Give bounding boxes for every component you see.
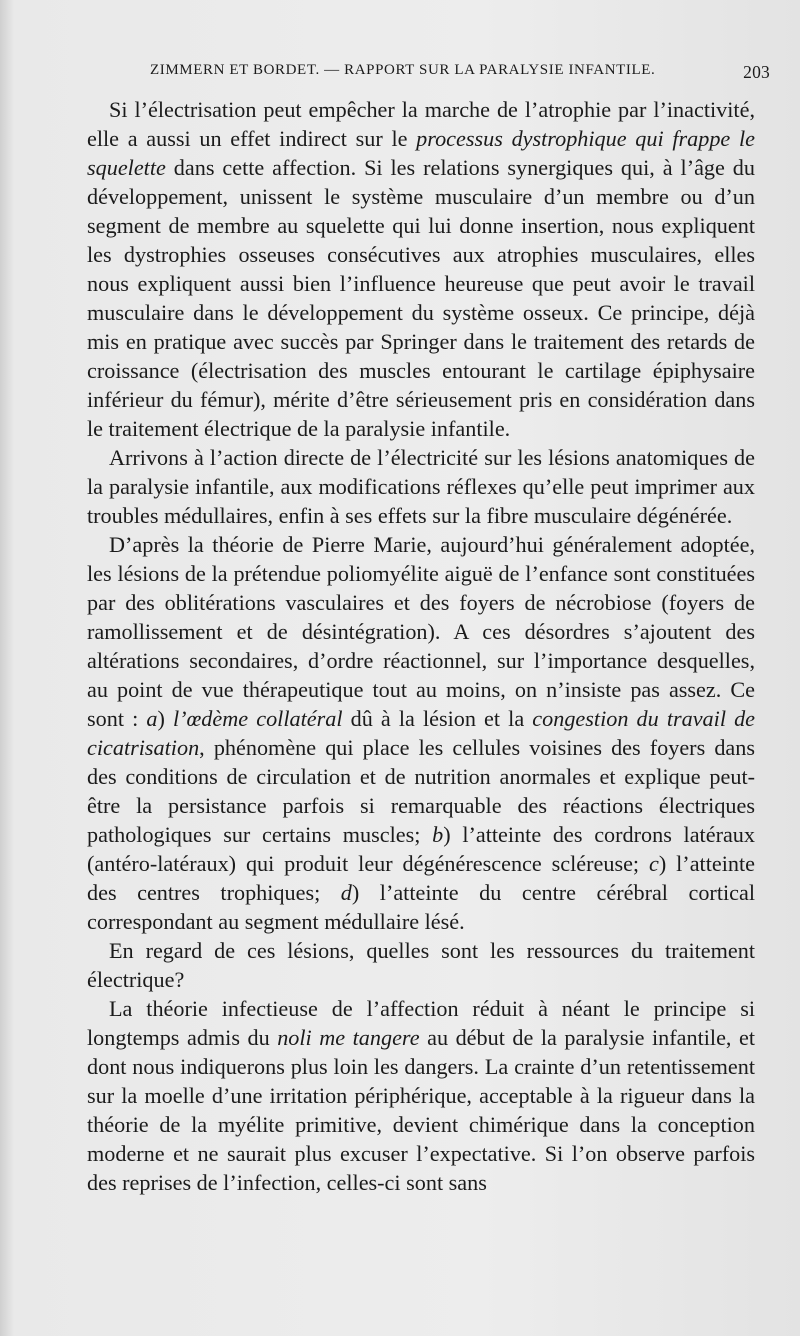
p3-letter-d: d — [340, 880, 352, 905]
p3-italic-oedeme: l’œdème collatéral — [172, 706, 343, 731]
body-text — [87, 95, 755, 1197]
p3-text-e: dû à la lésion et la — [342, 706, 533, 731]
p5-text-a: La théorie infectieuse de l’affection réduit à néant le principe si longtemps admis du — [87, 996, 755, 1050]
running-header — [150, 62, 770, 83]
p3-letter-b: b — [432, 822, 444, 847]
p1-text-a: Si l’électrisation peut empêcher la marche de l’atrophie par l’inactivité, elle a aussi un effet indirect sur le — [87, 97, 755, 151]
paragraph-3 — [87, 530, 755, 936]
p3-letter-a: a — [146, 706, 158, 731]
p3-italic-congestion: congestion du travail de cicatrisation — [87, 706, 756, 760]
p3-text-i: ) l’atteinte des cordrons latéraux (antéro-latéraux) qui produit leur dégénérescence scléreuse; — [87, 822, 755, 876]
p5-italic: noli me tangere — [277, 1025, 420, 1050]
running-title: ZIMMERN ET BORDET. — RAPPORT SUR LA PARALYSIE INFANTILE. — [150, 62, 656, 78]
p3-text-m: ) l’atteinte du centre cérébral cortical correspondant au segment médullaire lésé. — [87, 880, 756, 934]
paragraph-5 — [87, 994, 755, 1197]
paragraph-2: Arrivons à l’action directe de l’électricité sur les lésions anatomiques de la paralysie infantile, aux modifications réflexes qu’elle peut imprimer aux troubles médullaires, enfin à ses effets sur la fibre musculaire dégénérée. — [87, 445, 755, 528]
p5-text-c: au début de la paralysie infantile, et dont nous indiquerons plus loin les dangers. La crainte d’un retentissement sur la moelle d’une irritation périphérique, acceptable à la rigueur dans la théorie de la myélite primitive, devient chimérique dans la conception moderne et ne saurait plus excuser l’expectative. Si l’on observe parfois des reprises de l’infection, celles-ci sont sans — [87, 1025, 756, 1195]
paragraph-4: En regard de ces lésions, quelles sont les ressources du traitement électrique? — [87, 938, 755, 992]
p3-letter-c: c — [649, 851, 659, 876]
page-number: 203 — [743, 62, 770, 82]
paragraph-1 — [87, 95, 755, 443]
p3-text-k: ) l’atteinte des centres trophiques; — [87, 851, 755, 905]
p3-paren-a: ) — [157, 706, 173, 731]
p1-text-c: dans cette affection. Si les relations synergiques qui, à l’âge du développement, unissent le système musculaire d’un membre ou d’un segment de membre au squelette qui lui donne insertion, nous expliquent les dystrophies osseuses consécutives aux atrophies musculaires, elles nous expliquent aussi bien l’influence heureuse que peut avoir le travail musculaire dans le développement du système osseux. Ce principe, déjà mis en pratique avec succès par Springer dans le traitement des retards de croissance (électrisation des muscles entourant le cartilage épiphysaire inférieur du fémur), mérite d’être sérieusement pris en considération dans le traitement électrique de la paralysie infantile. — [87, 155, 755, 441]
p3-text-g: , phénomène qui place les cellules voisines des foyers dans des conditions de circulation et de nutrition anormales et explique peut-être la persistance parfois si remarquable des réactions électriques pathologiques sur certains muscles; — [87, 735, 755, 847]
p3-text-a: D’après la théorie de Pierre Marie, aujourd’hui généralement adoptée, les lésions de la prétendue poliomyélite aiguë de l’enfance sont constituées par des oblitérations vasculaires et des foyers de nécrobiose (foyers de ramollissement et de désintégration). A ces désordres s’ajoutent des altérations secondaires, d’ordre réactionnel, sur l’importance desquelles, au point de vue thérapeutique tout au moins, on n’insiste pas assez. Ce sont : — [87, 532, 755, 731]
p1-italic: processus dystrophique qui frappe le squelette — [87, 126, 755, 180]
